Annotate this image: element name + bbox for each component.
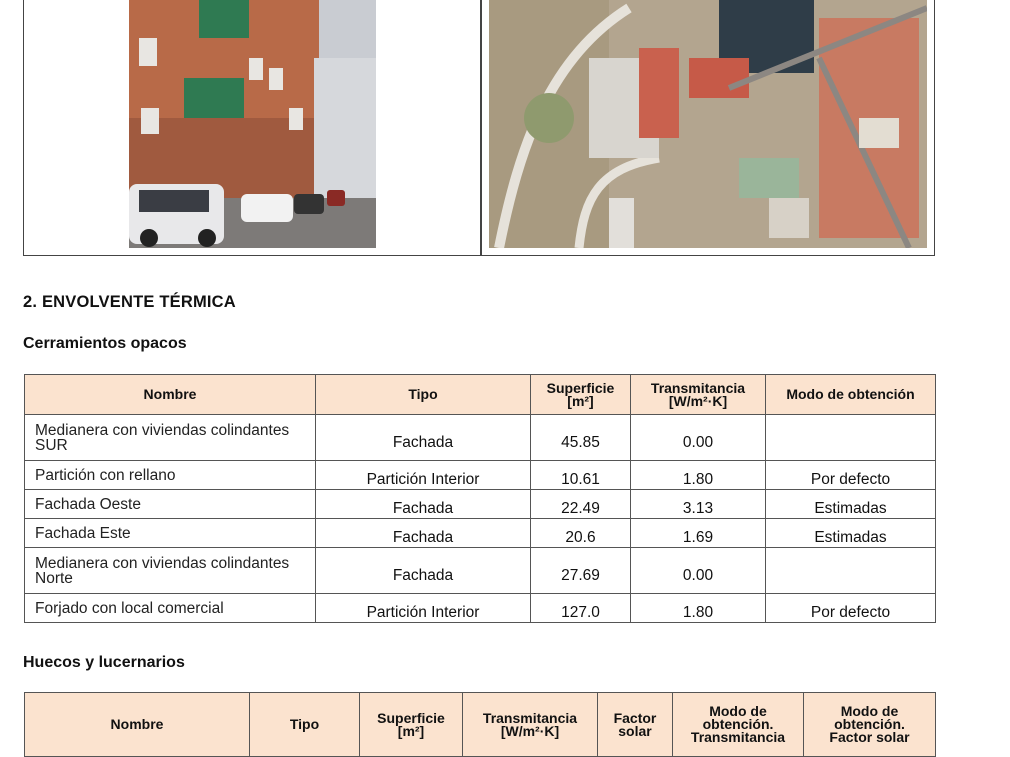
- header-superficie-unit: [m²]: [397, 722, 425, 739]
- aerial-photo: [489, 0, 927, 248]
- header-nombre: Nombre: [25, 693, 250, 757]
- header-factor-line1: Factor: [613, 709, 657, 726]
- cell-nombre: Partición con rellano: [25, 461, 316, 490]
- huecos-header-row: [25, 693, 936, 757]
- huecos-table: [24, 692, 936, 757]
- header-modo-trans-line2: obtención.: [702, 716, 774, 732]
- header-factor: [598, 693, 673, 757]
- cell-transmitancia: 1.69: [631, 519, 766, 548]
- cell-modo: Estimadas: [766, 490, 936, 519]
- header-superficie-label: Superficie: [377, 709, 445, 726]
- header-modo-transmitancia: [673, 693, 804, 757]
- cell-transmitancia: 1.80: [631, 594, 766, 623]
- cell-nombre: Fachada Este: [25, 519, 316, 548]
- building-photo: [129, 0, 376, 248]
- cell-tipo: Fachada: [316, 519, 531, 548]
- cell-superficie: 10.61: [531, 461, 631, 490]
- header-modo-factor-line1: Modo de: [840, 703, 899, 719]
- cell-superficie: 45.85: [531, 415, 631, 461]
- header-transmitancia: [463, 693, 598, 757]
- cell-superficie: 22.49: [531, 490, 631, 519]
- header-nombre: Nombre: [25, 375, 316, 415]
- section-title: 2. ENVOLVENTE TÉRMICA: [23, 293, 236, 311]
- table-row: [25, 548, 936, 594]
- cell-nombre: Medianera con viviendas colindantes SUR: [25, 415, 316, 461]
- header-transmitancia-unit: [W/m²·K]: [500, 722, 560, 739]
- header-modo-trans-line1: Modo de: [709, 703, 767, 719]
- header-modo-trans-line3: Transmitancia: [690, 729, 786, 745]
- cell-transmitancia: 1.80: [631, 461, 766, 490]
- table-row: [25, 415, 936, 461]
- cell-tipo: Fachada: [316, 548, 531, 594]
- table-row: [25, 519, 936, 548]
- opacos-title: Cerramientos opacos: [23, 335, 187, 352]
- cell-modo: Por defecto: [766, 461, 936, 490]
- cell-modo: [766, 548, 936, 594]
- header-tipo: Tipo: [250, 693, 360, 757]
- cell-tipo: Partición Interior: [316, 461, 531, 490]
- table-row: [25, 594, 936, 623]
- cell-superficie: 127.0: [531, 594, 631, 623]
- header-transmitancia-label: Transmitancia: [482, 709, 578, 726]
- cell-nombre: Medianera con viviendas colindantes Norte: [25, 548, 316, 594]
- header-superficie-label: Superficie: [546, 379, 615, 396]
- cell-nombre: Fachada Oeste: [25, 490, 316, 519]
- header-superficie: [531, 375, 631, 415]
- table-row: [25, 490, 936, 519]
- table-row: [25, 461, 936, 490]
- cell-modo: [766, 415, 936, 461]
- cell-transmitancia: 0.00: [631, 548, 766, 594]
- photo-divider: [480, 0, 482, 255]
- header-factor-line2: solar: [618, 722, 652, 739]
- header-modo-factor-line2: obtención.: [834, 716, 905, 732]
- header-modo-factor: [804, 693, 936, 757]
- cell-transmitancia: 0.00: [631, 415, 766, 461]
- opacos-header-row: [25, 375, 936, 415]
- header-transmitancia-label: Transmitancia: [650, 379, 746, 396]
- cell-tipo: Partición Interior: [316, 594, 531, 623]
- huecos-title: Huecos y lucernarios: [23, 654, 185, 671]
- header-superficie: [360, 693, 463, 757]
- header-transmitancia: [631, 375, 766, 415]
- cell-superficie: 20.6: [531, 519, 631, 548]
- cell-superficie: 27.69: [531, 548, 631, 594]
- cell-nombre: Forjado con local comercial: [25, 594, 316, 623]
- cell-transmitancia: 3.13: [631, 490, 766, 519]
- header-superficie-unit: [m²]: [567, 392, 594, 409]
- cell-tipo: Fachada: [316, 490, 531, 519]
- photo-frame: [23, 0, 935, 256]
- cell-modo: Estimadas: [766, 519, 936, 548]
- cell-tipo: Fachada: [316, 415, 531, 461]
- header-tipo: Tipo: [316, 375, 531, 415]
- header-modo-factor-line3: Factor solar: [829, 729, 910, 745]
- cell-modo: Por defecto: [766, 594, 936, 623]
- header-modo: Modo de obtención: [766, 375, 936, 415]
- opacos-table: [24, 374, 936, 623]
- header-transmitancia-unit: [W/m²·K]: [668, 392, 728, 409]
